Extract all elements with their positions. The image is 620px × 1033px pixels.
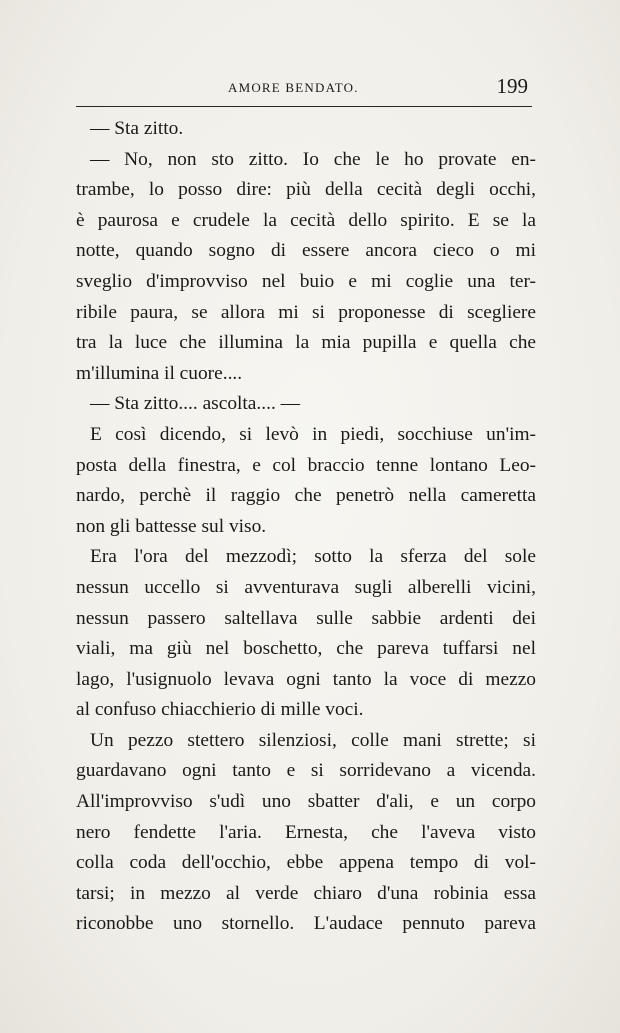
text-line: colla coda dell'occhio, ebbe appena tempo di vol- — [76, 852, 536, 874]
text-line: notte, quando sogno di essere ancora cieco o mi — [76, 240, 536, 262]
text-line: E così dicendo, si levò in piedi, socchiuse un'im- — [90, 423, 536, 445]
text-line: nero fendette l'aria. Ernesta, che l'aveva visto — [76, 821, 536, 843]
text-line: trambe, lo posso dire: più della cecità degli occhi, — [76, 179, 536, 201]
page-number: 199 — [496, 74, 528, 98]
text-line: nardo, perchè il raggio che penetrò nella cameretta — [76, 485, 536, 507]
text-line: — Sta zitto.... ascolta.... — — [90, 393, 301, 415]
text-line: ribile paura, se allora mi si proponesse di scegliere — [76, 301, 536, 323]
header-rule — [76, 106, 532, 107]
running-title: AMORE BENDATO. — [228, 80, 359, 95]
text-line: Era l'ora del mezzodì; sotto la sferza del sole — [90, 546, 536, 568]
text-line: riconobbe uno stornello. L'audace pennuto pareva — [76, 913, 536, 935]
text-line: nessun passero saltellava sulle sabbie ardenti dei — [76, 607, 536, 629]
text-line: al confuso chiacchierio di mille voci. — [76, 699, 364, 721]
text-line: — Sta zitto. — [90, 118, 184, 139]
text-line: lago, l'usignuolo levava ogni tanto la voce di mezzo — [76, 668, 536, 690]
text-line: tra la luce che illumina la mia pupilla e quella che — [76, 332, 536, 354]
text-line: m'illumina il cuore.... — [76, 362, 243, 384]
text-line: non gli battesse sul viso. — [76, 515, 267, 537]
text-line: è paurosa e crudele la cecità dello spirito. E se la — [76, 209, 536, 231]
body-text — [76, 114, 536, 940]
text-line: tarsi; in mezzo al verde chiaro d'una robinia essa — [76, 882, 536, 904]
text-line: guardavano ogni tanto e si sorridevano a vicenda. — [76, 760, 536, 782]
text-line: posta della finestra, e col braccio tenne lontano Leo- — [76, 454, 536, 476]
text-line: — No, non sto zitto. Io che le ho provate en- — [90, 148, 536, 170]
text-line: sveglio d'improvviso nel buio e mi coglie una ter- — [76, 270, 536, 292]
text-line: All'improvviso s'udì uno sbatter d'ali, e un corpo — [76, 791, 536, 813]
text-line: viali, ma giù nel boschetto, che pareva tuffarsi nel — [76, 638, 536, 660]
text-line: Un pezzo stettero silenziosi, colle mani strette; si — [90, 729, 536, 751]
text-line: nessun uccello si avventurava sugli alberelli vicini, — [76, 576, 536, 598]
page-header — [76, 76, 532, 100]
